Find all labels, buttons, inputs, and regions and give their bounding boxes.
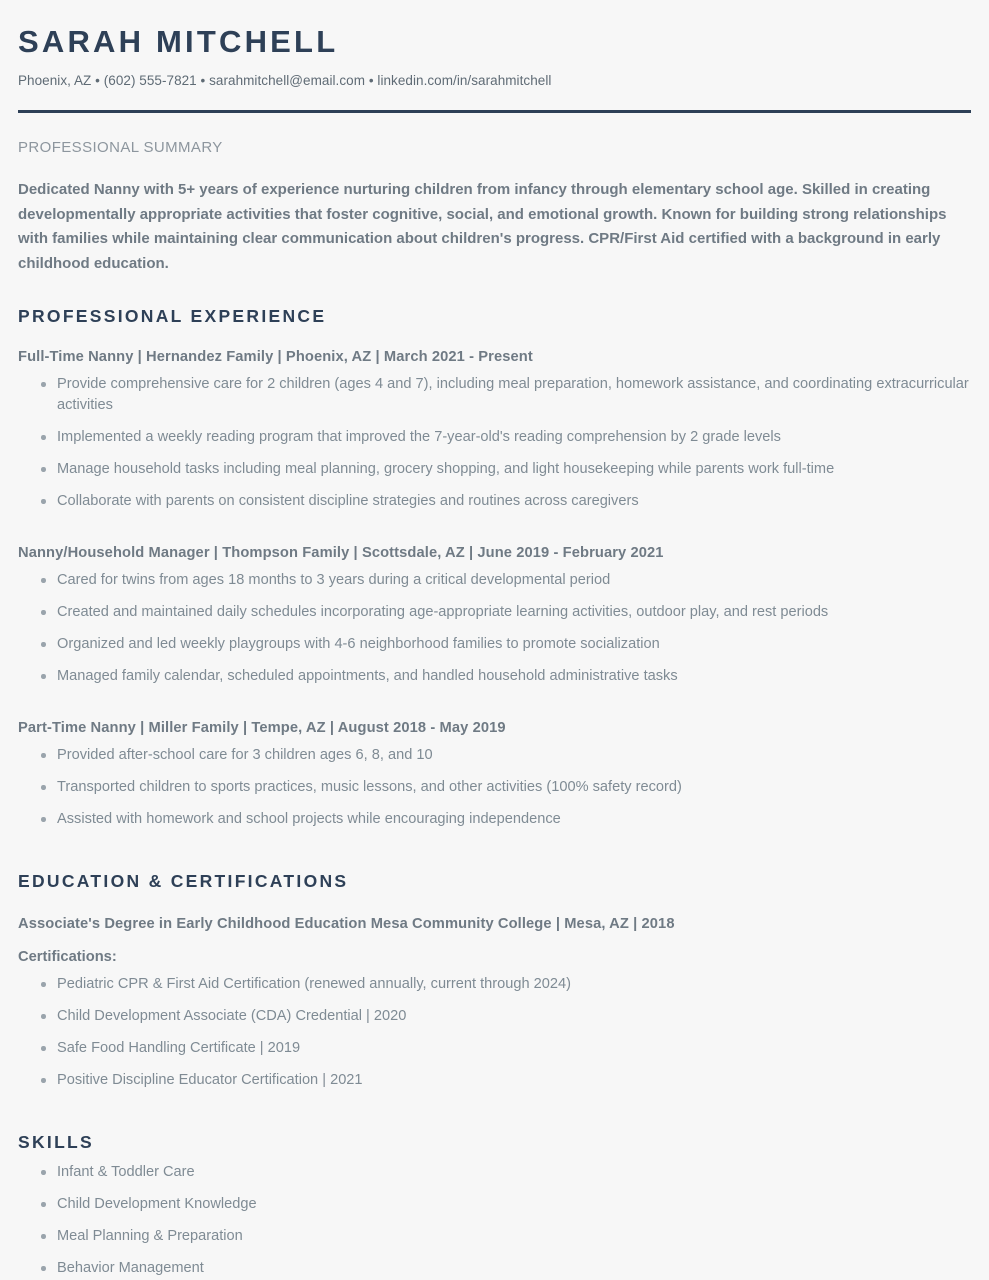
job-bullet-list xyxy=(18,365,971,512)
skills-list xyxy=(18,1153,971,1279)
list-item: Pediatric CPR & First Aid Certification (renewed annually, current through 2024) xyxy=(18,974,971,995)
experience-entry xyxy=(18,698,971,830)
education-degree: Associate's Degree in Early Childhood Education Mesa Community College | Mesa, AZ | 2018 xyxy=(18,916,675,933)
certifications-list xyxy=(18,965,971,1091)
list-item: Child Development Associate (CDA) Credential | 2020 xyxy=(18,1006,971,1027)
job-title: Part-Time Nanny | Miller Family | Tempe, AZ | August 2018 - May 2019 xyxy=(18,720,506,737)
list-item: Safe Food Handling Certificate | 2019 xyxy=(18,1038,971,1059)
experience-entry xyxy=(18,327,971,512)
list-item: Manage household tasks including meal planning, grocery shopping, and light housekeeping while parents work full-time xyxy=(18,459,971,480)
section-heading-experience: PROFESSIONAL EXPERIENCE xyxy=(18,306,327,327)
certifications-label: Certifications: xyxy=(18,949,117,966)
list-item: Behavior Management xyxy=(18,1258,971,1279)
list-item: Transported children to sports practices, music lessons, and other activities (100% safety record) xyxy=(18,777,971,798)
list-item: Collaborate with parents on consistent discipline strategies and routines across caregivers xyxy=(18,491,971,512)
experience-entry xyxy=(18,523,971,687)
contact-line: Phoenix, AZ • (602) 555-7821 • sarahmitchell@email.com • linkedin.com/in/sarahmitchell xyxy=(18,73,552,89)
list-item: Meal Planning & Preparation xyxy=(18,1226,971,1247)
list-item: Provide comprehensive care for 2 children (ages 4 and 7), including meal preparation, homework assistance, and coordinating extracurricular activities xyxy=(18,374,971,416)
section-heading-summary: PROFESSIONAL SUMMARY xyxy=(18,139,223,157)
page-title: SARAH MITCHELL xyxy=(18,24,339,59)
job-bullet-list xyxy=(18,561,971,687)
list-item: Child Development Knowledge xyxy=(18,1194,971,1215)
section-heading-skills: SKILLS xyxy=(18,1132,95,1153)
job-title: Nanny/Household Manager | Thompson Family | Scottsdale, AZ | June 2019 - February 2021 xyxy=(18,545,664,562)
list-item: Positive Discipline Educator Certification | 2021 xyxy=(18,1070,971,1091)
list-item: Created and maintained daily schedules incorporating age-appropriate learning activities, outdoor play, and rest periods xyxy=(18,602,971,623)
list-item: Assisted with homework and school projects while encouraging independence xyxy=(18,809,971,830)
list-item: Managed family calendar, scheduled appointments, and handled household administrative tasks xyxy=(18,666,971,687)
list-item: Infant & Toddler Care xyxy=(18,1162,971,1183)
list-item: Cared for twins from ages 18 months to 3 years during a critical developmental period xyxy=(18,570,971,591)
job-bullet-list xyxy=(18,736,971,830)
list-item: Provided after-school care for 3 children ages 6, 8, and 10 xyxy=(18,745,971,766)
summary-text: Dedicated Nanny with 5+ years of experience nurturing children from infancy through elementary school age. Skilled in creating developmentally appropriate activities that foster cognitive, social, and emotional growth. Known for building strong relationships with families while maintaining clear communication about children's progress. CPR/First Aid certified with a background in early childhood education. xyxy=(18,181,947,272)
section-heading-education: EDUCATION & CERTIFICATIONS xyxy=(18,871,349,892)
list-item: Implemented a weekly reading program that improved the 7-year-old's reading comprehension by 2 grade levels xyxy=(18,427,971,448)
job-title: Full-Time Nanny | Hernandez Family | Phoenix, AZ | March 2021 - Present xyxy=(18,349,533,366)
list-item: Organized and led weekly playgroups with 4-6 neighborhood families to promote socialization xyxy=(18,634,971,655)
